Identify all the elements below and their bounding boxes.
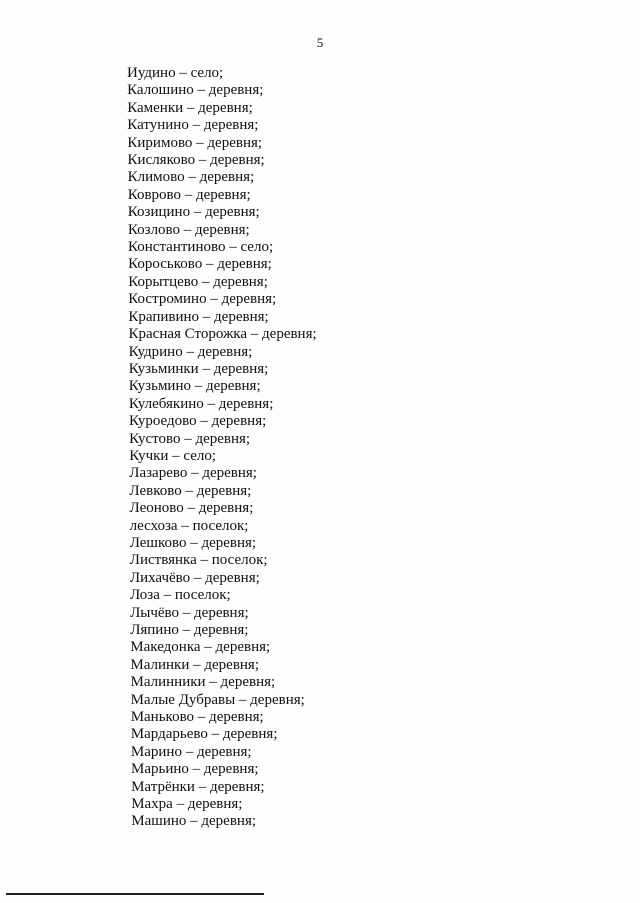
list-item: Кучки – село; (129, 447, 217, 464)
list-item: Марьино – деревня; (131, 761, 259, 778)
list-item: Машино – деревня; (131, 813, 257, 830)
list-item: Катунино – деревня; (127, 117, 259, 134)
list-item: Листвянка – поселок; (129, 552, 268, 569)
list-item: Костромино – деревня; (128, 291, 277, 308)
list-item: Мардарьево – деревня; (130, 726, 278, 743)
list-item: Кустово – деревня; (129, 430, 251, 447)
list-item: Кузьминки – деревня; (128, 360, 269, 377)
list-item: Коврово – деревня; (127, 186, 251, 203)
list-item: Козлово – деревня; (127, 221, 250, 238)
list-item: Матрёнки – деревня; (131, 778, 265, 795)
list-item: Кудрино – деревня; (128, 343, 253, 360)
list-item: Кузьмино – деревня; (128, 378, 261, 395)
list-item: Левково – деревня; (129, 482, 252, 499)
list-item: Македонка – деревня; (130, 639, 271, 656)
footer-divider (6, 893, 264, 895)
list-item: Калошино – деревня; (127, 82, 264, 99)
list-item: Козицино – деревня; (127, 204, 260, 221)
list-item: Каменки – деревня; (127, 99, 253, 116)
list-item: Константиново – село; (128, 239, 274, 256)
list-item: Ляпино – деревня; (130, 622, 249, 638)
list-item: Киримово – деревня; (127, 134, 263, 151)
list-item: Малинники – деревня; (130, 674, 276, 691)
list-item: Климово – деревня; (127, 169, 255, 186)
list-item: Лешково – деревня; (129, 534, 257, 551)
list-item: Марино – деревня; (130, 743, 252, 760)
list-item: Лазарево – деревня; (129, 465, 257, 482)
settlement-list (127, 65, 317, 831)
list-item: Кулебякино – деревня; (128, 395, 274, 412)
page-number: 5 (316, 35, 324, 50)
list-item: Кисляково – деревня; (127, 152, 265, 169)
list-item: Куроедово – деревня; (129, 413, 267, 430)
list-item: Иудино – село; (127, 65, 224, 81)
list-item: Малые Дубравы – деревня; (130, 691, 305, 708)
list-item: Лихачёво – деревня; (129, 569, 260, 586)
list-item: Короськово – деревня; (128, 256, 272, 273)
list-item: Корытцево – деревня; (128, 273, 268, 290)
list-item: Крапивино – деревня; (128, 308, 269, 325)
list-item: Лоза – поселок; (130, 587, 231, 604)
list-item: Леоново – деревня; (129, 500, 254, 517)
list-item: лесхоза – поселок; (129, 517, 249, 534)
list-item: Малинки – деревня; (130, 656, 259, 673)
list-item: Красная Сторожка – деревня; (128, 326, 317, 343)
list-item: Маньково – деревня; (130, 709, 264, 726)
list-item: Махра – деревня; (131, 796, 243, 813)
list-item: Лычёво – деревня; (130, 604, 249, 621)
